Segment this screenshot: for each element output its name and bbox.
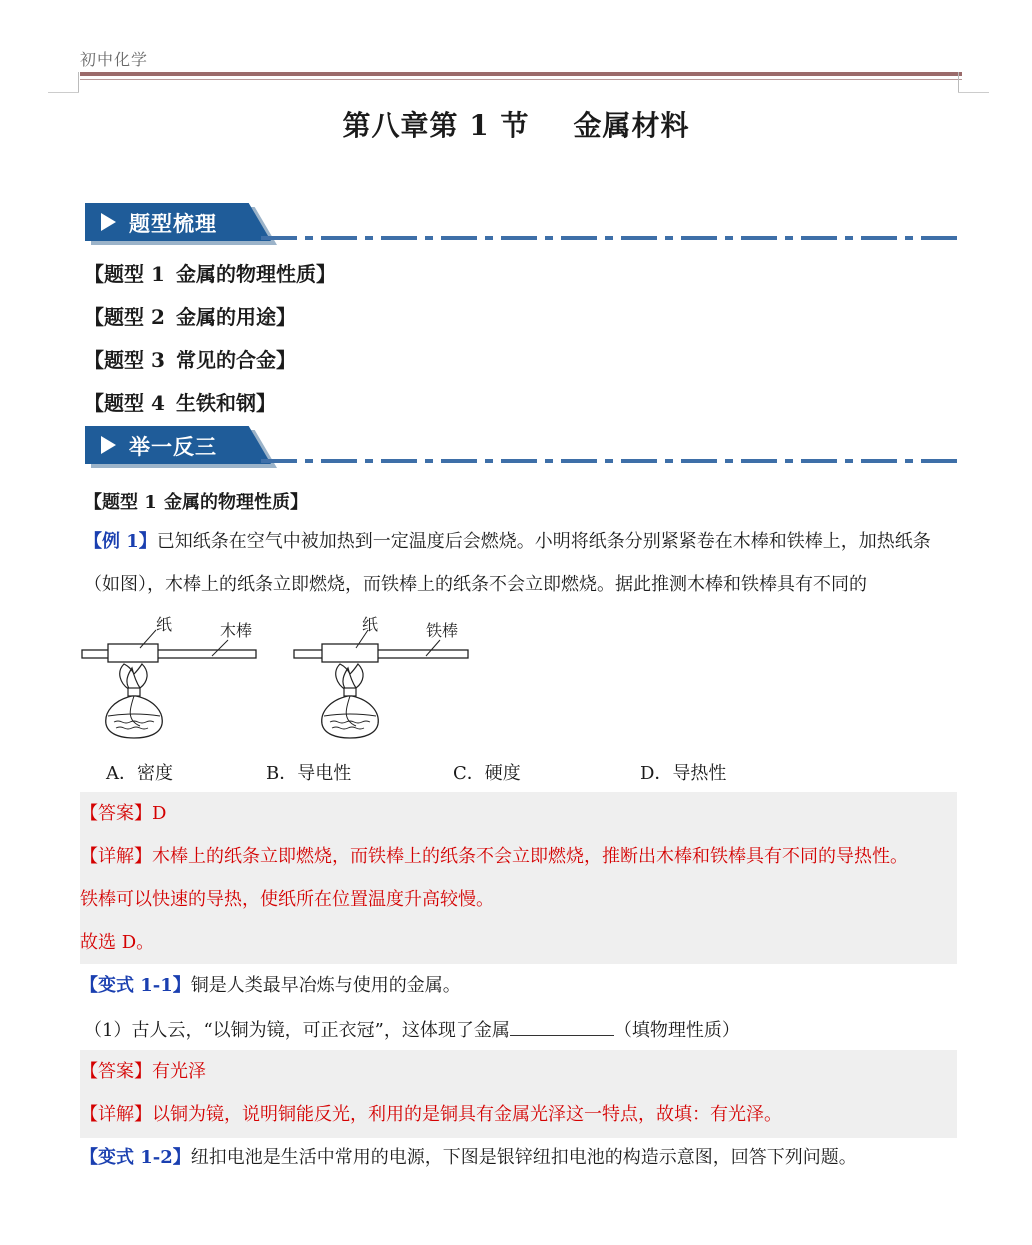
- question-type-item: 【题型 4 生铁和钢】: [84, 391, 276, 415]
- variant1-2-tag: 【变式 1-2】: [80, 1147, 191, 1168]
- variant1-1-answer: 【答案】有光泽: [80, 1061, 206, 1082]
- label-paper: 纸: [362, 615, 379, 634]
- title-topic: 金属材料: [573, 109, 690, 142]
- option-b: B．导电性: [266, 763, 352, 784]
- variant1-1-question: （1）古人云，“以铜为镜，可正衣冠”，这体现了金属 （填物理性质）: [84, 1017, 740, 1043]
- type1-heading: 【题型 1 金属的物理性质】: [84, 492, 308, 513]
- example1-explain-line1: 【详解】木棒上的纸条立即燃烧，而铁棒上的纸条不会立即燃烧，推断出木棒和铁棒具有不同的导热性。: [80, 846, 908, 867]
- corner-mark-right: [958, 72, 989, 92]
- example1-line1: 【例 1】已知纸条在空气中被加热到一定温度后会燃烧。小明将纸条分别紧紧卷在木棒和铁棒上，加热纸条: [84, 531, 931, 552]
- corner-line-right: [958, 92, 989, 93]
- label-iron-rod: 铁棒: [426, 621, 459, 640]
- figure-wood-rod: [80, 612, 260, 742]
- flame-icon: [336, 664, 363, 690]
- section-banner-overview: [85, 203, 960, 243]
- section-title-overview: 题型梳理: [129, 212, 217, 236]
- question-type-item: 【题型 1 金属的物理性质】: [84, 262, 336, 286]
- example1-explain-line3: 故选 D。: [80, 932, 155, 953]
- dash-dot-rule: [261, 236, 957, 240]
- header-subject-label: 初中化学: [80, 50, 149, 69]
- option-c: C．硬度: [453, 763, 521, 784]
- example1-explain-line2: 铁棒可以快速的导热，使纸所在位置温度升高较慢。: [80, 889, 494, 910]
- header-rule-thick: [80, 72, 962, 76]
- iron-rod: [294, 650, 468, 658]
- play-arrow-icon: [101, 213, 116, 231]
- play-arrow-icon: [101, 436, 116, 454]
- option-d: D．导热性: [640, 763, 727, 784]
- title-chapter: 第八章第 1 节: [342, 109, 530, 142]
- variant1-2-intro: 【变式 1-2】纽扣电池是生活中常用的电源，下图是银锌纽扣电池的构造示意图，回答下列问题。: [80, 1147, 857, 1168]
- corner-line-left: [48, 92, 79, 93]
- label-wood-rod: 木棒: [220, 621, 253, 640]
- example1-answer-box: [80, 792, 957, 964]
- alcohol-lamp: [106, 696, 163, 738]
- label-paper: 纸: [156, 615, 173, 634]
- figure-iron-rod: [292, 612, 472, 742]
- variant1-1-explain: 【详解】以铜为镜，说明铜能反光，利用的是铜具有金属光泽这一特点，故填：有光泽。: [80, 1104, 782, 1125]
- dash-dot-rule: [261, 459, 957, 463]
- option-a: A．密度: [106, 763, 173, 784]
- fill-blank[interactable]: [510, 1017, 614, 1036]
- question-type-item: 【题型 2 金属的用途】: [84, 305, 296, 329]
- question-type-item: 【题型 3 常见的合金】: [84, 348, 296, 372]
- paper-wrap: [322, 644, 378, 662]
- variant1-1-intro: 【变式 1-1】铜是人类最早冶炼与使用的金属。: [80, 975, 461, 996]
- variant1-1-tag: 【变式 1-1】: [80, 975, 191, 996]
- example1-line2: （如图），木棒上的纸条立即燃烧，而铁棒上的纸条不会立即燃烧。据此推测木棒和铁棒具有不同的: [84, 574, 867, 595]
- header-rule-thin: [80, 79, 962, 80]
- corner-mark-left: [48, 72, 79, 92]
- section-title-examples: 举一反三: [129, 435, 217, 459]
- alcohol-lamp: [322, 696, 379, 738]
- section-banner-examples: [85, 426, 960, 466]
- example1-answer: 【答案】D: [80, 803, 167, 824]
- flame-icon: [120, 664, 147, 690]
- example1-tag: 【例 1】: [84, 531, 157, 552]
- page-title: [0, 104, 1032, 144]
- paper-wrap: [108, 644, 158, 662]
